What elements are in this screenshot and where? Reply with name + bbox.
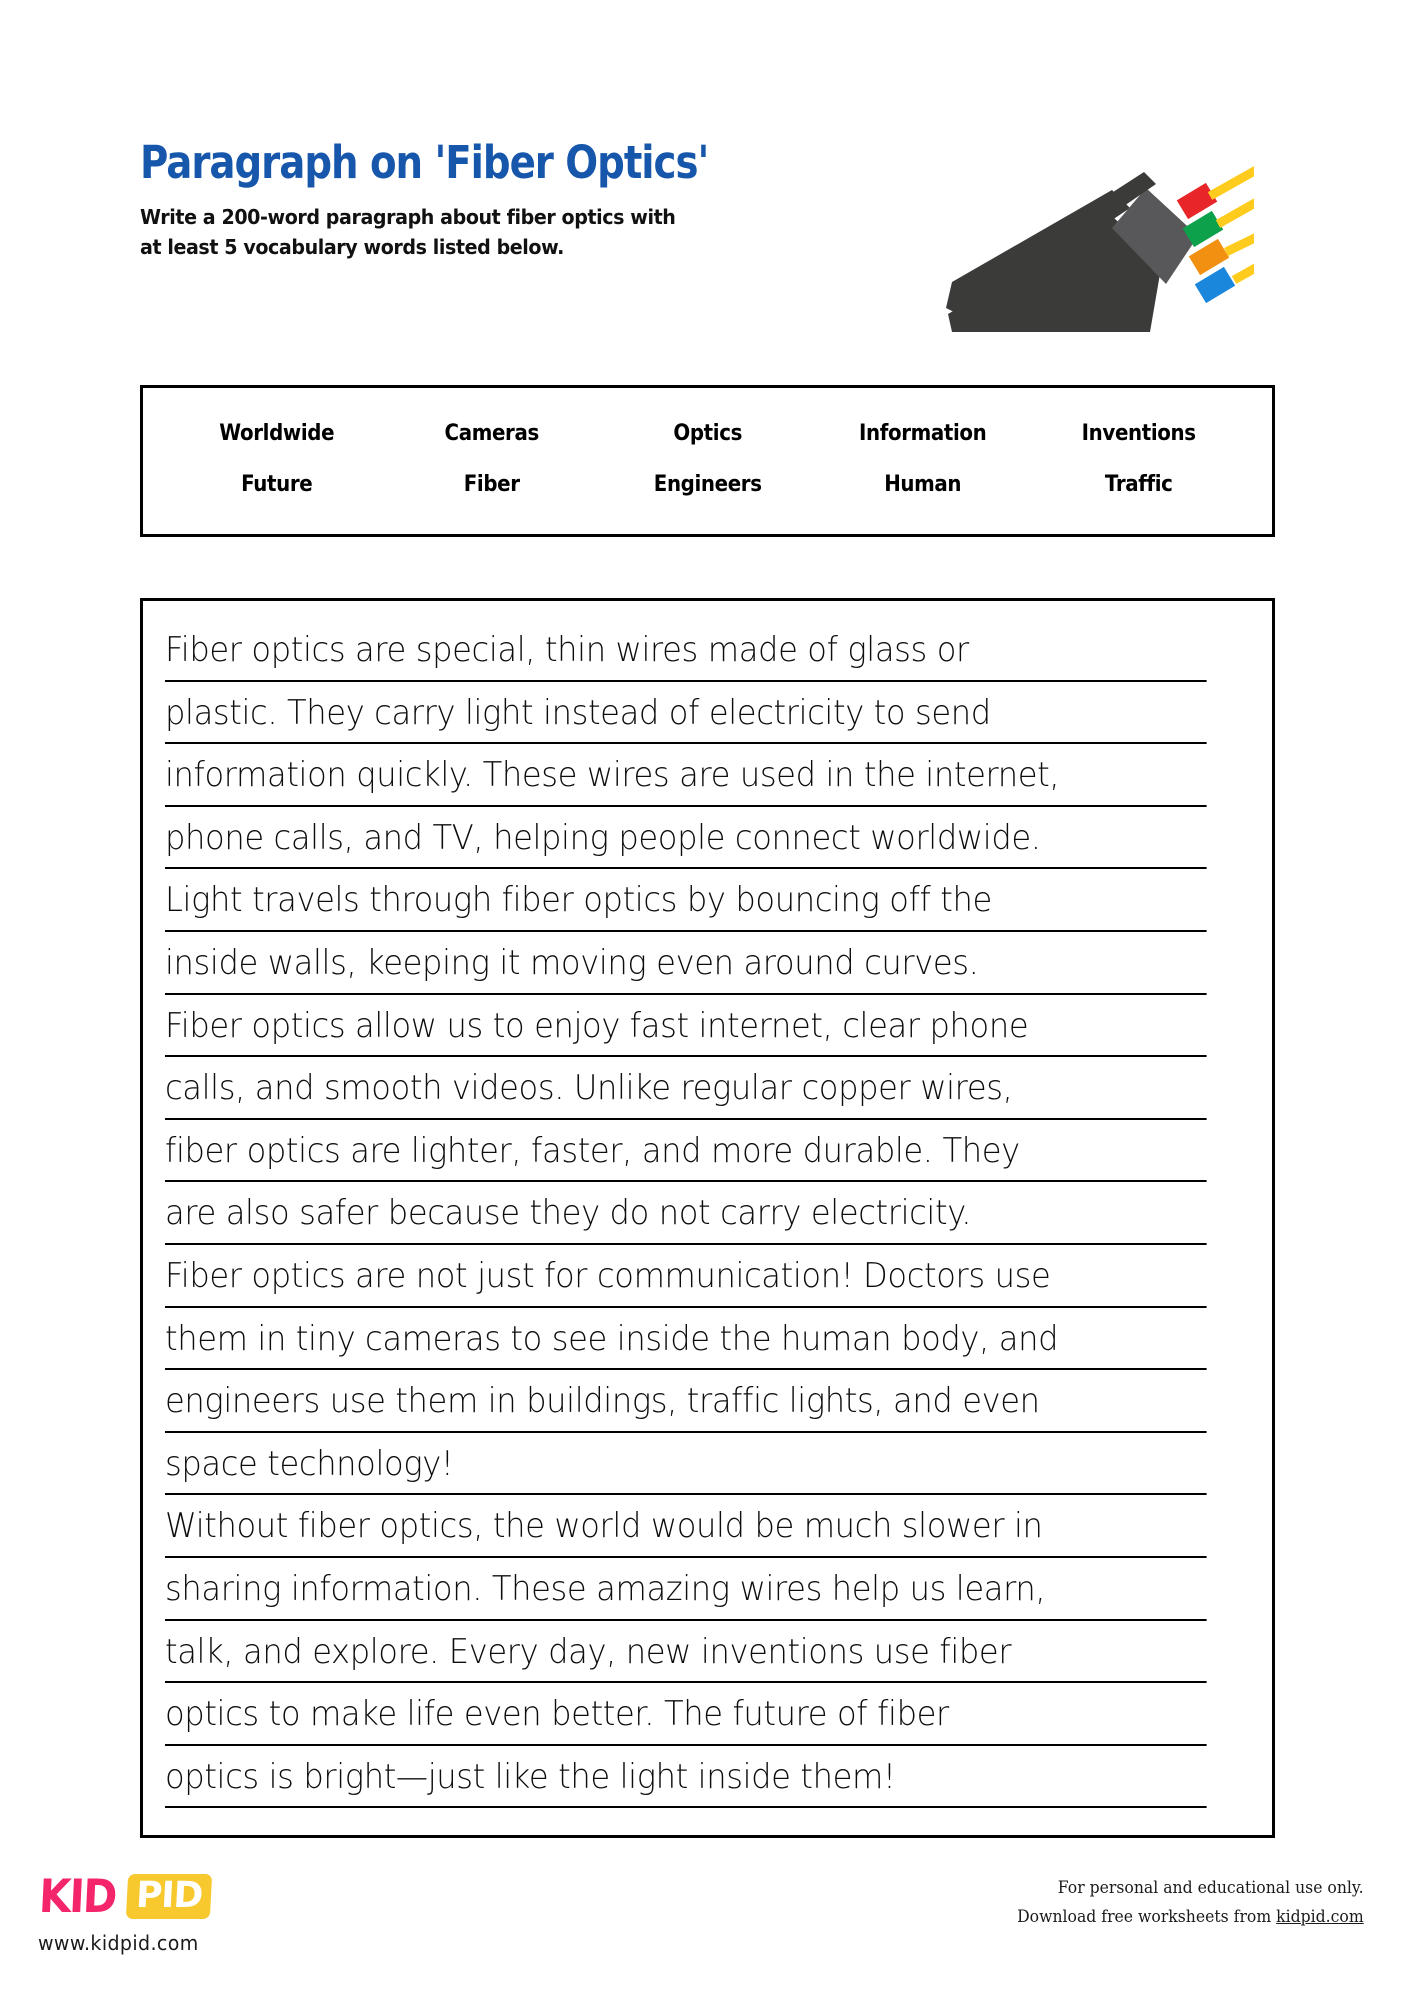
- logo-pid-badge: PID: [126, 1874, 212, 1919]
- paragraph-line: plastic. They carry light instead of electricity to send: [165, 682, 1207, 745]
- vocab-word: Traffic: [1104, 472, 1173, 497]
- usage-note-line-2: [1017, 1903, 1364, 1932]
- vocab-word: Worldwide: [219, 421, 335, 446]
- paragraph-line: calls, and smooth videos. Unlike regular copper wires,: [165, 1057, 1207, 1120]
- logo-mark: [38, 1870, 211, 1922]
- vocab-word: Future: [241, 472, 313, 497]
- logo-website-url: www.kidpid.com: [38, 1931, 199, 1955]
- paragraph-line: optics to make life even better. The future of fiber: [165, 1683, 1207, 1746]
- vocab-word: Inventions: [1081, 421, 1196, 446]
- paragraph-line: Fiber optics allow us to enjoy fast internet, clear phone: [165, 995, 1207, 1058]
- vocab-word: Engineers: [653, 472, 762, 497]
- usage-note-prefix: Download free worksheets from: [1017, 1906, 1277, 1927]
- paragraph-line: optics is bright—just like the light inside them!: [165, 1746, 1207, 1809]
- paragraph-answer-box[interactable]: [140, 598, 1275, 1838]
- paragraph-line: Without fiber optics, the world would be much slower in: [165, 1495, 1207, 1558]
- vocabulary-word-bank: [140, 385, 1275, 537]
- paragraph-line: them in tiny cameras to see inside the human body, and: [165, 1308, 1207, 1371]
- paragraph-line: sharing information. These amazing wires help us learn,: [165, 1558, 1207, 1621]
- worksheet-header: [140, 136, 1280, 345]
- vocabulary-row-2: [169, 472, 1246, 497]
- paragraph-line: phone calls, and TV, helping people connect worldwide.: [165, 807, 1207, 870]
- footer-usage-note: [1017, 1874, 1364, 1932]
- usage-note-line-1: For personal and educational use only.: [1058, 1878, 1364, 1898]
- vocabulary-row-1: [169, 421, 1246, 446]
- paragraph-line: engineers use them in buildings, traffic lights, and even: [165, 1370, 1207, 1433]
- paragraph-line: Fiber optics are not just for communication! Doctors use: [165, 1245, 1207, 1308]
- kidpid-logo[interactable]: [38, 1870, 211, 1955]
- vocab-word: Cameras: [444, 421, 540, 446]
- paragraph-line: inside walls, keeping it moving even around curves.: [165, 932, 1207, 995]
- vocab-word: Human: [884, 472, 962, 497]
- subtitle-line-2: at least 5 vocabulary words listed below.: [140, 234, 564, 259]
- paragraph-line: talk, and explore. Every day, new inventions use fiber: [165, 1621, 1207, 1684]
- vocab-word: Optics: [673, 421, 742, 446]
- vocab-word: Information: [859, 421, 987, 446]
- page-subtitle: [140, 203, 847, 262]
- paragraph-line: space technology!: [165, 1433, 1207, 1496]
- paragraph-line: are also safer because they do not carry electricity.: [165, 1182, 1207, 1245]
- paragraph-line: Light travels through fiber optics by bouncing off the: [165, 869, 1207, 932]
- header-text-block: [140, 136, 900, 262]
- subtitle-line-1: Write a 200-word paragraph about fiber optics with: [140, 205, 676, 229]
- paragraph-line: information quickly. These wires are used in the internet,: [165, 744, 1207, 807]
- logo-kid-text: KID: [37, 1869, 117, 1923]
- page-title: Paragraph on 'Fiber Optics': [140, 136, 709, 189]
- vocab-word: Fiber: [464, 472, 521, 497]
- paragraph-line: fiber optics are lighter, faster, and more durable. They: [165, 1120, 1207, 1183]
- page-footer: [0, 1850, 1414, 2000]
- paragraph-line: Fiber optics are special, thin wires made of glass or: [165, 619, 1207, 682]
- kidpid-link[interactable]: kidpid.com: [1276, 1906, 1364, 1927]
- fiber-optic-cable-icon: [944, 132, 1254, 332]
